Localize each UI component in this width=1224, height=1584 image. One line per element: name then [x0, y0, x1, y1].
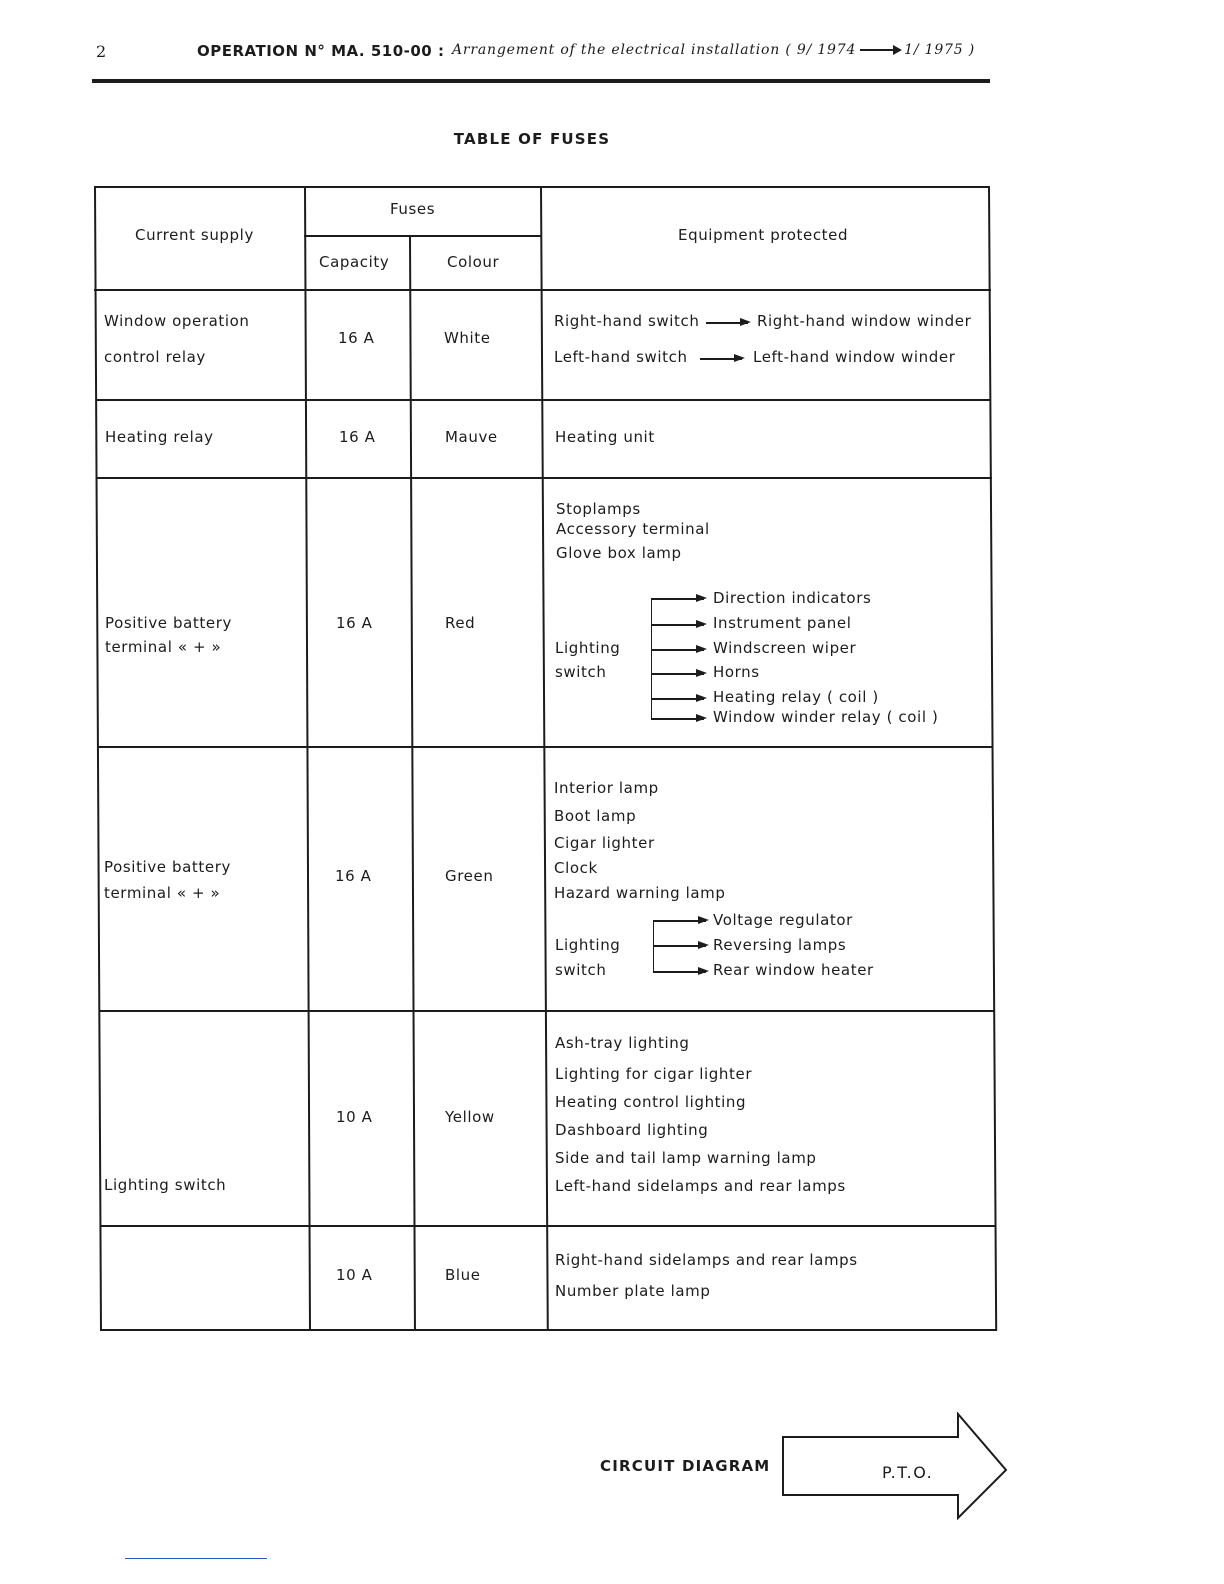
equipment-item: Glove box lamp [556, 544, 682, 562]
supply-text: Lighting switch [104, 1176, 227, 1194]
equipment-item: Number plate lamp [555, 1282, 711, 1300]
table-border-left [94, 186, 102, 1331]
header-fuses: Fuses [390, 200, 436, 218]
equipment-item: Left-hand switch [554, 348, 688, 366]
header-capacity: Capacity [319, 253, 390, 271]
supply-text: Heating relay [105, 428, 214, 446]
row-divider [98, 746, 993, 748]
switch-output: Direction indicators [713, 589, 872, 607]
colour-value: Blue [445, 1266, 481, 1284]
switch-output: Rear window heater [713, 961, 874, 979]
switch-output: Voltage regulator [713, 911, 853, 929]
switch-output: Heating relay ( coil ) [713, 688, 879, 706]
switch-output: Instrument panel [713, 614, 852, 632]
colour-value: Red [445, 614, 476, 632]
operation-number: OPERATION N° MA. 510-00 : [197, 42, 445, 60]
page-number: 2 [96, 42, 107, 61]
equipment-item: Left-hand window winder [753, 348, 956, 366]
arrow-right-icon [652, 718, 704, 720]
switch-label: Lighting [555, 936, 621, 954]
page-title: TABLE OF FUSES [453, 130, 611, 148]
switch-bracket [651, 598, 656, 720]
switch-output: Window winder relay ( coil ) [713, 708, 939, 726]
capacity-value: 16 A [338, 329, 375, 347]
equipment-item: Accessory terminal [556, 520, 710, 538]
arrow-right-icon [652, 698, 704, 700]
colour-value: Mauve [445, 428, 498, 446]
switch-output: Reversing lamps [713, 936, 847, 954]
supply-text: Window operation [104, 312, 250, 330]
switch-output: Windscreen wiper [713, 639, 857, 657]
row-divider [97, 477, 992, 479]
supply-text: Positive battery [104, 858, 231, 876]
arrow-right-icon [706, 322, 748, 324]
capacity-value: 10 A [336, 1266, 373, 1284]
equipment-item: Clock [554, 859, 598, 877]
header-equipment: Equipment protected [678, 226, 849, 244]
supply-text: control relay [104, 348, 206, 366]
row-divider [96, 399, 991, 401]
operation-subtitle [452, 42, 975, 58]
arrow-right-icon [652, 598, 704, 600]
equipment-item: Side and tail lamp warning lamp [555, 1149, 817, 1167]
switch-bracket [653, 920, 658, 973]
arrow-right-icon [652, 624, 704, 626]
capacity-value: 16 A [335, 867, 372, 885]
equipment-item: Boot lamp [554, 807, 637, 825]
equipment-item: Right-hand window winder [757, 312, 972, 330]
header-colour: Colour [447, 253, 500, 271]
subtitle-end: 1/ 1975 ) [904, 42, 975, 58]
switch-output: Horns [713, 663, 760, 681]
equipment-item: Cigar lighter [554, 834, 655, 852]
fuses-header-divider [304, 235, 542, 237]
equipment-item: Heating control lighting [555, 1093, 747, 1111]
equipment-item: Dashboard lighting [555, 1121, 709, 1139]
arrow-right-icon [654, 920, 706, 922]
supply-text: terminal « + » [104, 884, 221, 902]
arrow-right-icon [700, 358, 742, 360]
header-current-supply: Current supply [135, 226, 254, 244]
arrow-right-icon [652, 673, 704, 675]
equipment-item: Right-hand switch [554, 312, 700, 330]
colour-value: Green [445, 867, 494, 885]
equipment-item: Left-hand sidelamps and rear lamps [555, 1177, 846, 1195]
arrow-right-icon [654, 945, 706, 947]
circuit-diagram-label: CIRCUIT DIAGRAM [600, 1457, 771, 1475]
equipment-item: Ash-tray lighting [555, 1034, 690, 1052]
equipment-item: Hazard warning lamp [554, 884, 726, 902]
capacity-value: 16 A [339, 428, 376, 446]
colour-value: Yellow [445, 1108, 495, 1126]
switch-label: switch [555, 663, 607, 681]
equipment-item: Interior lamp [554, 779, 659, 797]
capacity-value: 10 A [336, 1108, 373, 1126]
arrow-right-icon [860, 49, 900, 51]
switch-label: switch [555, 961, 607, 979]
divider-line [125, 1558, 267, 1559]
colour-value: White [444, 329, 491, 347]
header-rule [92, 79, 990, 83]
equipment-item: Lighting for cigar lighter [555, 1065, 753, 1083]
col-divider [304, 186, 311, 1331]
capacity-value: 16 A [336, 614, 373, 632]
equipment-item: Stoplamps [556, 500, 641, 518]
arrow-right-icon [654, 971, 706, 973]
supply-text: terminal « + » [105, 638, 222, 656]
page-header [0, 42, 1224, 66]
subtitle-start: Arrangement of the electrical installation ( 9/ 1974 [452, 42, 857, 58]
equipment-item: Heating unit [555, 428, 655, 446]
table-border-right [988, 186, 997, 1331]
switch-label: Lighting [555, 639, 621, 657]
equipment-item: Right-hand sidelamps and rear lamps [555, 1251, 858, 1269]
col-divider [540, 186, 549, 1331]
supply-text: Positive battery [105, 614, 232, 632]
arrow-right-icon [652, 649, 704, 651]
pto-label: P.T.O. [882, 1463, 934, 1482]
